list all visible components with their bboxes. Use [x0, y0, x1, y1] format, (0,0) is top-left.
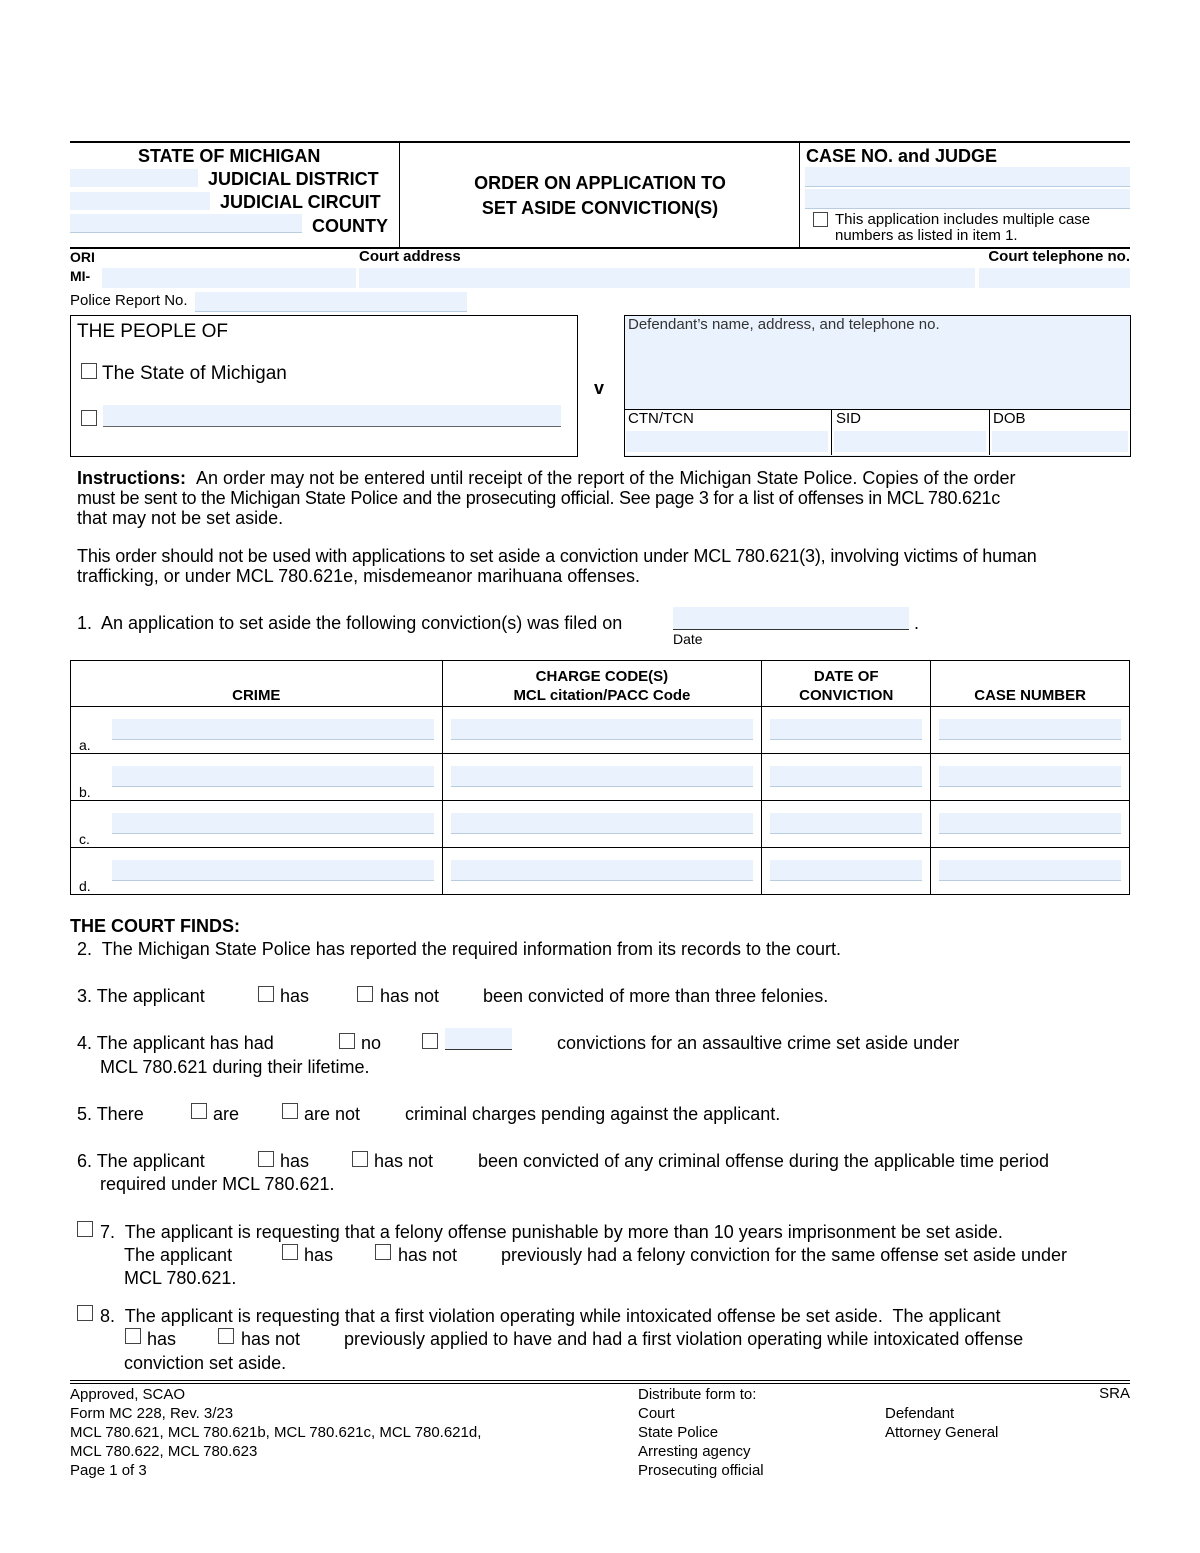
- date-cell: [762, 707, 931, 754]
- county-label: COUNTY: [312, 216, 388, 236]
- item8-has-not-checkbox[interactable]: [218, 1328, 234, 1344]
- item6-tail: been convicted of any criminal offense during the applicable time period: [478, 1151, 1050, 1171]
- other-plaintiff-checkbox[interactable]: [81, 410, 97, 426]
- table-row: [71, 754, 1130, 801]
- case-cell: [931, 707, 1130, 754]
- court-address-label: Court address: [359, 248, 461, 265]
- date-field[interactable]: [770, 766, 922, 787]
- instructions-para2-line1: This order should not be used with applications to set aside a conviction under MCL 780.621(3), involving victims of human: [77, 546, 1037, 566]
- judge-field[interactable]: [805, 189, 1130, 209]
- item6-has-checkbox[interactable]: [258, 1151, 274, 1167]
- footer-double-rule-2: [70, 1383, 1130, 1384]
- item5-are-checkbox[interactable]: [191, 1103, 207, 1119]
- ctn-sid-divider: [831, 409, 832, 455]
- mi-label: MI-: [70, 268, 91, 284]
- item3-lead: 3. The applicant: [77, 986, 205, 1006]
- instructions-para2-line2: trafficking, or under MCL 780.621e, misdemeanor marihuana offenses.: [77, 566, 640, 586]
- date-cell: [762, 754, 931, 801]
- item5-tail: criminal charges pending against the applicant.: [405, 1104, 781, 1124]
- item7-checkbox[interactable]: [77, 1221, 93, 1237]
- item6-line2: required under MCL 780.621.: [100, 1174, 335, 1194]
- table-row: [71, 848, 1130, 895]
- date-of-conviction-header: [762, 661, 931, 707]
- mcl-line1: MCL 780.621, MCL 780.621b, MCL 780.621c, MCL 780.621d,: [70, 1424, 482, 1441]
- page-number: Page 1 of 3: [70, 1462, 147, 1479]
- approved-label: Approved, SCAO: [70, 1386, 186, 1403]
- item8-tail: previously applied to have and had a first violation operating while intoxicated offense: [344, 1329, 1024, 1349]
- charge-field[interactable]: [451, 766, 754, 787]
- multiple-cases-text-1: This application includes multiple case: [835, 211, 1091, 228]
- instructions-text: [77, 468, 1133, 528]
- people-of-label: THE PEOPLE OF: [77, 321, 228, 342]
- item3-has-label: has: [280, 986, 310, 1006]
- date-caption: Date: [673, 631, 703, 647]
- sid-field[interactable]: [834, 431, 986, 452]
- dist-attorney-general: Attorney General: [885, 1424, 999, 1441]
- sra-label: SRA: [1099, 1385, 1130, 1402]
- header-top-rule: [70, 141, 1130, 143]
- filed-date-field[interactable]: [673, 607, 909, 630]
- form-title-line2: SET ASIDE CONVICTION(S): [481, 198, 719, 218]
- convictions-table: [70, 660, 1130, 895]
- footer-left: [70, 1385, 481, 1480]
- item8-line3: conviction set aside.: [124, 1353, 287, 1373]
- distribute-label: Distribute form to:: [638, 1386, 757, 1403]
- form-number: Form MC 228, Rev. 3/23: [70, 1405, 234, 1422]
- charge-cell: [442, 707, 762, 754]
- case-cell: [931, 754, 1130, 801]
- case-no-judge-label: CASE NO. and JUDGE: [806, 146, 998, 166]
- state-of-michigan-checkbox[interactable]: [81, 363, 97, 379]
- court-finds-heading: THE COURT FINDS:: [70, 916, 240, 936]
- ori-field[interactable]: [102, 268, 356, 288]
- item4-no-label: no: [361, 1033, 382, 1053]
- charge-header-line1: CHARGE CODE(S): [535, 668, 669, 685]
- court-address-field[interactable]: [359, 268, 975, 288]
- charge-field[interactable]: [451, 860, 754, 881]
- instructions-line3: that may not be set aside.: [77, 508, 284, 528]
- ctn-label: CTN/TCN: [628, 410, 694, 427]
- row-label: a.: [79, 737, 91, 753]
- row-label: b.: [79, 784, 91, 800]
- crime-cell: [71, 707, 443, 754]
- circuit-field[interactable]: [70, 192, 210, 210]
- item7-line1: 7. The applicant is requesting that a felony offense punishable by more than 10 years imprisonment be set aside.: [100, 1222, 1003, 1242]
- table-row: [71, 801, 1130, 848]
- date-field[interactable]: [770, 719, 922, 740]
- item4-tail: convictions for an assaultive crime set aside under: [557, 1033, 960, 1053]
- row-label: d.: [79, 878, 91, 894]
- footer-double-rule-1: [70, 1380, 1130, 1381]
- charge-field[interactable]: [451, 813, 754, 834]
- item7-tail: previously had a felony conviction for the same offense set aside under: [501, 1245, 1068, 1265]
- case-field[interactable]: [939, 860, 1121, 881]
- instructions-para2: [77, 546, 1037, 586]
- item5-are-not-checkbox[interactable]: [282, 1103, 298, 1119]
- dist-court: Court: [638, 1405, 675, 1422]
- item4-line2: MCL 780.621 during their lifetime.: [100, 1057, 370, 1077]
- county-field[interactable]: [70, 214, 302, 233]
- defendant-label: Defendant’s name, address, and telephone no.: [628, 316, 940, 333]
- crime-field[interactable]: [112, 766, 434, 787]
- crime-cell: [71, 848, 443, 895]
- police-report-field[interactable]: [195, 292, 467, 312]
- dist-arresting: Arresting agency: [638, 1443, 751, 1460]
- multiple-cases-text-2: numbers as listed in item 1.: [835, 227, 1018, 244]
- item7-lead2: The applicant: [124, 1245, 233, 1265]
- item7-has-checkbox[interactable]: [282, 1244, 298, 1260]
- crime-cell: [71, 754, 443, 801]
- footer-distribution: [638, 1385, 764, 1480]
- dist-defendant: Defendant: [885, 1405, 955, 1422]
- table-header-row: [71, 661, 1130, 707]
- item4-lead: 4. The applicant has had: [77, 1033, 274, 1053]
- item3-has-checkbox[interactable]: [258, 986, 274, 1002]
- charge-cell: [442, 754, 762, 801]
- item8-has-not-label: has not: [241, 1329, 301, 1349]
- instructions-line2: must be sent to the Michigan State Police and the prosecuting official. See page 3 for a list of offenses in MCL 780.621c: [77, 488, 1000, 508]
- item5-lead: 5. There: [77, 1104, 144, 1124]
- item7-has-not-checkbox[interactable]: [375, 1244, 391, 1260]
- finding-item2: 2. The Michigan State Police has reported the required information from its records to the court.: [77, 939, 842, 959]
- case-field[interactable]: [939, 813, 1121, 834]
- footer-distribution-2: [885, 1404, 998, 1442]
- other-plaintiff-field[interactable]: [103, 405, 561, 427]
- item6-has-not-checkbox[interactable]: [352, 1151, 368, 1167]
- dob-field[interactable]: [992, 431, 1128, 452]
- header-bottom-rule: [70, 247, 1130, 249]
- court-telephone-field[interactable]: [979, 268, 1130, 288]
- item8-has-checkbox[interactable]: [125, 1328, 141, 1344]
- district-label: JUDICIAL DISTRICT: [208, 169, 379, 189]
- item3-has-not-checkbox[interactable]: [357, 986, 373, 1002]
- item8-line1: 8. The applicant is requesting that a first violation operating while intoxicated offense be set aside. The applicant: [100, 1306, 1001, 1326]
- district-field[interactable]: [70, 169, 198, 187]
- case-field[interactable]: [939, 719, 1121, 740]
- item7-has-not-label: has not: [398, 1245, 458, 1265]
- item5-are-label: are: [213, 1104, 240, 1124]
- item3-tail: been convicted of more than three felonies.: [483, 986, 829, 1006]
- mcl-line2: MCL 780.622, MCL 780.623: [70, 1443, 258, 1460]
- crime-field[interactable]: [112, 860, 434, 881]
- crime-field[interactable]: [112, 813, 434, 834]
- table-row: [71, 707, 1130, 754]
- crime-field[interactable]: [112, 719, 434, 740]
- item4-count-checkbox[interactable]: [422, 1033, 438, 1049]
- circuit-label: JUDICIAL CIRCUIT: [220, 192, 381, 212]
- item8-checkbox[interactable]: [77, 1305, 93, 1321]
- date-cell: [762, 848, 931, 895]
- multiple-cases-checkbox[interactable]: [813, 212, 828, 227]
- item7-has-label: has: [304, 1245, 334, 1265]
- date-field[interactable]: [770, 813, 922, 834]
- item5-are-not-label: are not: [304, 1104, 361, 1124]
- item1-period: .: [914, 613, 920, 633]
- case-number-header: CASE NUMBER: [931, 661, 1130, 707]
- header-divider-right: [799, 142, 800, 247]
- case-field[interactable]: [939, 766, 1121, 787]
- item4-count-field[interactable]: [445, 1028, 512, 1050]
- police-report-label: Police Report No.: [70, 292, 188, 309]
- charge-cell: [442, 801, 762, 848]
- row-label: c.: [79, 831, 90, 847]
- sid-label: SID: [836, 410, 862, 427]
- item6-has-label: has: [280, 1151, 310, 1171]
- item6-has-not-label: has not: [374, 1151, 434, 1171]
- sid-dob-divider: [989, 409, 990, 455]
- case-cell: [931, 801, 1130, 848]
- charge-header-line2: MCL citation/PACC Code: [513, 687, 691, 704]
- dist-prosecuting: Prosecuting official: [638, 1462, 764, 1479]
- item7-line3: MCL 780.621.: [124, 1268, 237, 1288]
- court-telephone-label: Court telephone no.: [988, 248, 1130, 265]
- case-no-field[interactable]: [805, 167, 1130, 187]
- versus-label: v: [594, 378, 605, 398]
- ori-label: ORI: [70, 249, 95, 265]
- item3-has-not-label: has not: [380, 986, 440, 1006]
- crime-cell: [71, 801, 443, 848]
- charge-field[interactable]: [451, 719, 754, 740]
- date-header-line2: CONVICTION: [799, 687, 894, 704]
- item4-no-checkbox[interactable]: [339, 1033, 355, 1049]
- charge-cell: [442, 848, 762, 895]
- date-cell: [762, 801, 931, 848]
- dob-label: DOB: [993, 410, 1026, 427]
- state-of-michigan-label: The State of Michigan: [102, 363, 287, 384]
- charge-code-header: [442, 661, 762, 707]
- item8-has-label: has: [147, 1329, 177, 1349]
- item1-text: 1. An application to set aside the following conviction(s) was filed on: [77, 613, 623, 633]
- ctn-field[interactable]: [626, 431, 828, 452]
- form-title-line1: ORDER ON APPLICATION TO: [474, 173, 726, 193]
- state-label: STATE OF MICHIGAN: [138, 146, 321, 166]
- date-field[interactable]: [770, 860, 922, 881]
- crime-header: CRIME: [71, 661, 443, 707]
- dist-state-police: State Police: [638, 1424, 719, 1441]
- header-divider-left: [399, 142, 400, 247]
- case-cell: [931, 848, 1130, 895]
- instructions-line1: An order may not be entered until receipt of the report of the Michigan State Police. Copies of the order: [196, 468, 1016, 488]
- instructions-label: Instructions:: [77, 468, 187, 488]
- item6-lead: 6. The applicant: [77, 1151, 205, 1171]
- date-header-line1: DATE OF: [813, 668, 879, 685]
